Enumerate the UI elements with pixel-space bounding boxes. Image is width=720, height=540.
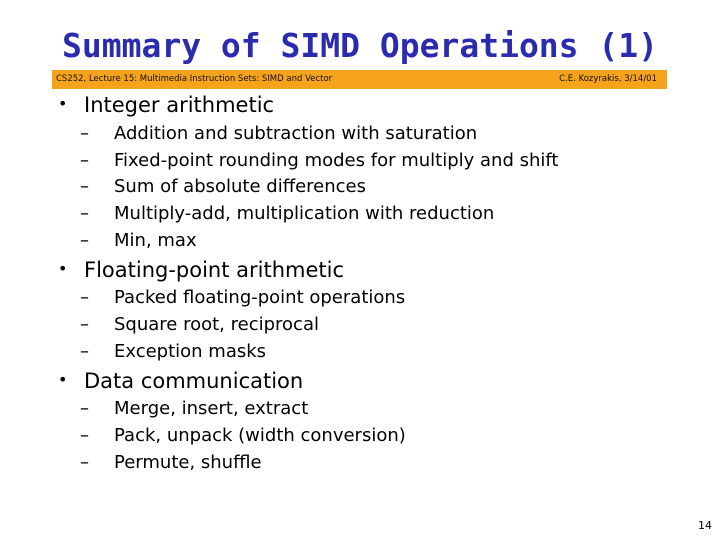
dash-icon: –	[80, 452, 89, 473]
bullet-icon: •	[58, 370, 68, 389]
dash-icon: –	[80, 425, 89, 446]
list-item-label: Merge, insert, extract	[114, 398, 309, 419]
section-heading-label: Data communication	[84, 369, 304, 393]
banner-author-date: C.E. Kozyrakis, 3/14/01	[559, 74, 657, 84]
list-item	[80, 398, 308, 419]
list-item	[80, 123, 477, 144]
list-item	[80, 150, 558, 171]
section-heading-label: Integer arithmetic	[84, 93, 275, 117]
dash-icon: –	[80, 176, 89, 197]
list-item	[80, 425, 406, 446]
bullet-icon: •	[58, 259, 68, 278]
dash-icon: –	[80, 314, 89, 335]
dash-icon: –	[80, 203, 89, 224]
slide-title: Summary of SIMD Operations (1)	[61, 26, 659, 65]
dash-icon: –	[80, 123, 89, 144]
dash-icon: –	[80, 341, 89, 362]
list-item	[80, 314, 319, 335]
list-item-label: Fixed-point rounding modes for multiply and shift	[114, 150, 559, 171]
header-banner	[52, 70, 667, 89]
dash-icon: –	[80, 398, 89, 419]
list-item	[80, 176, 366, 197]
bullet-icon: •	[58, 94, 68, 113]
list-item	[80, 230, 197, 251]
list-item-label: Pack, unpack (width conversion)	[114, 425, 406, 446]
section-heading-label: Floating-point arithmetic	[84, 258, 345, 282]
dash-icon: –	[80, 230, 89, 251]
section-heading-data-communication	[58, 369, 303, 393]
list-item	[80, 287, 405, 308]
page-number: 14	[698, 519, 712, 532]
list-item-label: Multiply-add, multiplication with reduction	[114, 203, 495, 224]
list-item-label: Exception masks	[114, 341, 267, 362]
list-item-label: Sum of absolute differences	[114, 176, 367, 197]
list-item	[80, 341, 266, 362]
list-item-label: Addition and subtraction with saturation	[114, 123, 478, 144]
section-heading-floating-point	[58, 258, 344, 282]
list-item-label: Min, max	[114, 230, 197, 251]
dash-icon: –	[80, 287, 89, 308]
dash-icon: –	[80, 150, 89, 171]
section-heading-integer	[58, 93, 274, 117]
list-item	[80, 203, 494, 224]
list-item-label: Square root, reciprocal	[114, 314, 319, 335]
banner-course-info: CS252, Lecture 15: Multimedia Instruction Sets: SIMD and Vector	[56, 74, 333, 84]
list-item-label: Packed floating-point operations	[114, 287, 406, 308]
list-item	[80, 452, 262, 473]
list-item-label: Permute, shuffle	[114, 452, 262, 473]
